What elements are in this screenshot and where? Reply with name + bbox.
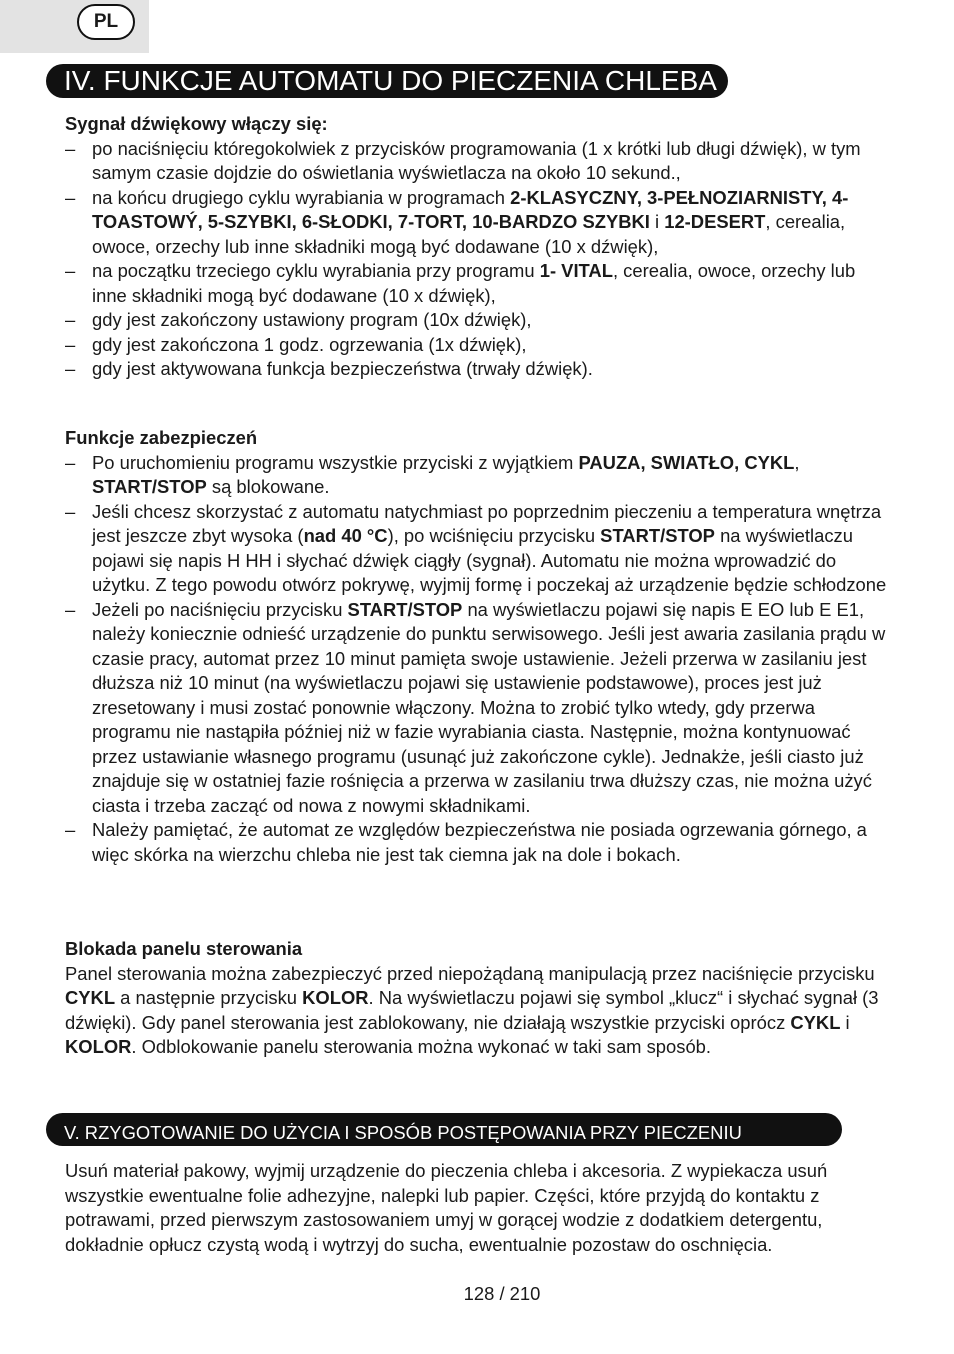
- lock-body: Panel sterowania można zabezpieczyć przed niepożądaną manipulacją przez naciśnięcie przycisku CYKL a następnie przycisku KOLOR. Na wyświetlaczu pojawi się symbol „klucz“ i słychać sygnał (3 dźwięki). Gdy panel sterowania jest zablokowany, nie działają wszystkie przyciski oprócz CYKL i KOLOR. Odblokowanie panelu sterowania można wykonać w taki sam sposób.: [65, 962, 879, 1057]
- protection-item-2: – Jeśli chcesz skorzystać z automatu natychmiast po poprzednim pieczeniu a temperatura wnętrza jest jeszcze zbyt wysoka (nad 40 °C), po wciśnięciu przycisku START/STOP na wyświetlaczu pojawi się napis H HH i słychać dźwięk ciągły (sygnał). Automatu nie można wprowadzić do użytku. Z tego powodu otwórz pokrywę, wyjmij formę i poczekaj aż urządzenie będzie schłodzone: [65, 500, 895, 598]
- protection-section: [65, 426, 895, 867]
- lock-section: [65, 937, 895, 1060]
- signal-item-4: – gdy jest zakończony ustawiony program (10x dźwięk),: [65, 308, 895, 333]
- signal-list: [65, 137, 895, 382]
- signal-title: Sygnał dźwiękowy włączy się:: [65, 113, 328, 134]
- language-badge: PL: [77, 4, 135, 40]
- preparation-body: Usuń materiał pakowy, wyjmij urządzenie do pieczenia chleba i akcesoria. Z wypiekacza usuń wszystkie ewentualne folie adhezyjne, nalepki lub papier. Części, które przyjdą do kontaktu z potrawami, przed pierwszym zastosowaniem umyj w gorącej wodzie z dodatkiem detergentu, dokładnie opłucz czystą wodą i wytrzyj do sucha, ewentualnie pozostaw do oschnięcia.: [65, 1160, 828, 1255]
- protection-item-1: – Po uruchomieniu programu wszystkie przyciski z wyjątkiem PAUZA, SWIATŁO, CYKL, START/STOP są blokowane.: [65, 451, 895, 500]
- signal-item-1: – po naciśnięciu któregokolwiek z przycisków programowania (1 x krótki lub długi dźwięk), w tym samym czasie dojdzie do oświetlania wyświetlacza na około 10 sekund.,: [65, 137, 895, 186]
- signal-section: [65, 112, 895, 382]
- page-separator: /: [494, 1283, 510, 1304]
- signal-item-5: – gdy jest zakończona 1 godz. ogrzewania (1x dźwięk),: [65, 333, 895, 358]
- protection-list: [65, 451, 895, 868]
- page-number: [0, 1282, 954, 1307]
- page-total: 210: [509, 1283, 541, 1304]
- section-4-heading: IV. FUNKCJE AUTOMATU DO PIECZENIA CHLEBA: [46, 64, 728, 98]
- page-current: 128: [463, 1283, 495, 1304]
- protection-title: Funkcje zabezpieczeń: [65, 427, 258, 448]
- section-5-heading: V. RZYGOTOWANIE DO UŻYCIA I SPOSÓB POSTĘPOWANIA PRZY PIECZENIU: [46, 1113, 842, 1146]
- lock-title: Blokada panelu sterowania: [65, 938, 303, 959]
- protection-item-3: – Jeżeli po naciśnięciu przycisku START/STOP na wyświetlaczu pojawi się napis E EO lub E E1, należy koniecznie odnieść urządzenie do punktu serwisowego. Jeśli jest awaria zasilania prądu w czasie pracy, automat przez 10 minut pamięta swoje ustawienie. Jeżeli przerwa w zasilaniu jest dłuższa niż 10 minut (na wyświetlaczu pojawi się ustawienie podstawowe), proces jest już zresetowany i musi zostać ponownie włączony. Można to zrobić tylko wtedy, gdy przerwa programu nie nastąpiła później niż w fazie wyrabiania ciasta. Następnie, można kontynuować przez ustawianie własnego programu (usunąć już zakończone cykle). Jednakże, jeśli ciasto już znajduje się w ostatniej fazie rośnięcia a przerwa w zasilaniu trwa dłuższy czas, nie można użyć ciasta i trzeba zacząć od nowa z nowymi składnikami.: [65, 598, 895, 819]
- preparation-section: [65, 1159, 895, 1257]
- signal-item-6: – gdy jest aktywowana funkcja bezpieczeństwa (trwały dźwięk).: [65, 357, 895, 382]
- protection-item-4: – Należy pamiętać, że automat ze względów bezpieczeństwa nie posiada ogrzewania górnego, a więc skórka na wierzchu chleba nie jest tak ciemna jak na dole i bokach.: [65, 818, 895, 867]
- signal-item-2: – na końcu drugiego cyklu wyrabiania w programach 2-KLASYCZNY, 3-PEŁNOZIARNISTY, 4-TOASTOWÝ, 5-SZYBKI, 6-SŁODKI, 7-TORT, 10-BARDZO SZYBKI i 12-DESERT, cerealia, owoce, orzechy lub inne składniki mogą być dodawane (10 x dźwięk),: [65, 186, 895, 260]
- signal-item-3: – na początku trzeciego cyklu wyrabiania przy programu 1- VITAL, cerealia, owoce, orzechy lub inne składniki mogą być dodawane (10 x dźwięk),: [65, 259, 895, 308]
